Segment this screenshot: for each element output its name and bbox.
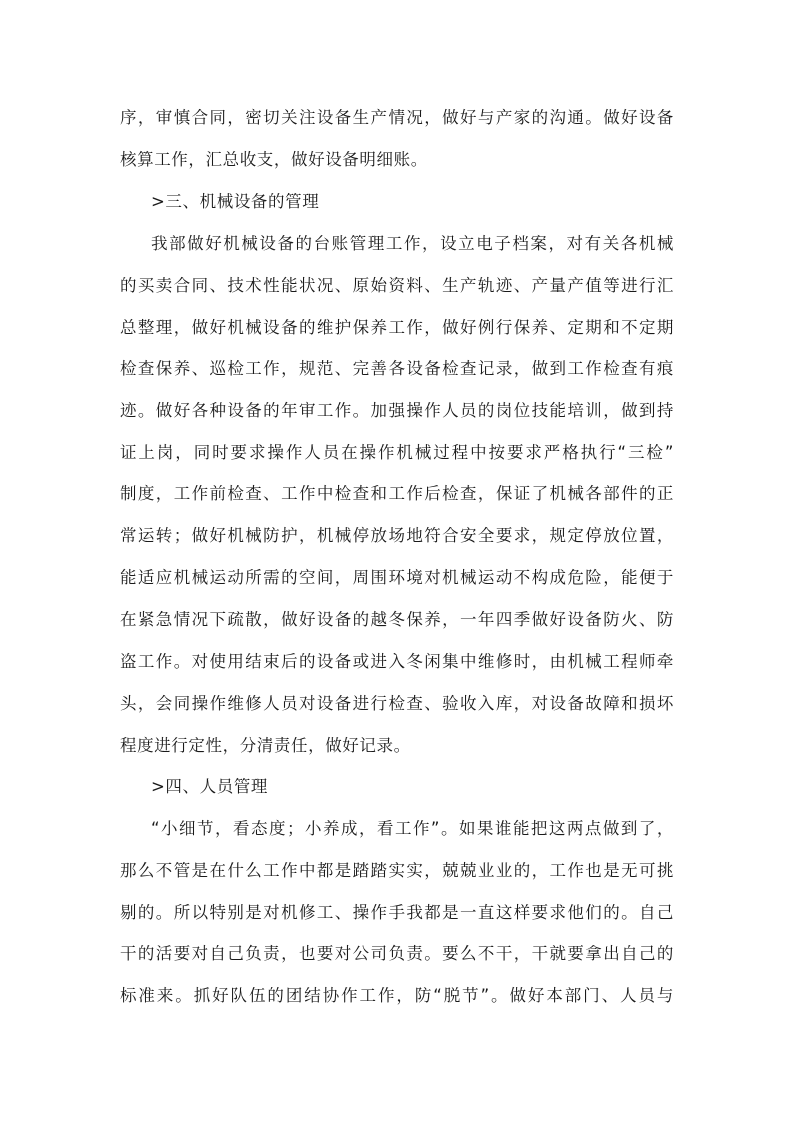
text-line: 头，会同操作维修人员对设备进行检查、验收入库，对设备故障和损坏 (120, 694, 674, 713)
text-line: 干的活要对自己负责，也要对公司负责。要么不干，干就要拿出自己的 (120, 944, 674, 963)
text-line: 证上岗，同时要求操作人员在操作机械过程中按要求严格执行“三检” (120, 443, 674, 462)
text-line: 检查保养、巡检工作，规范、完善各设备检查记录，做到工作检查有痕 (120, 359, 674, 378)
section-heading-4: >四、人员管理 (151, 777, 269, 796)
text-line: “小细节，看态度；小养成，看工作”。如果谁能把这两点做到了， (151, 819, 674, 838)
text-line: 常运转；做好机械防护，机械停放场地符合安全要求，规定停放位置， (120, 526, 674, 545)
text-line: 盗工作。对使用结束后的设备或进入冬闲集中维修时，由机械工程师牵 (120, 652, 674, 671)
text-line: 我部做好机械设备的台账管理工作，设立电子档案，对有关各机械 (151, 234, 674, 253)
text-line: 那么不管是在什么工作中都是踏踏实实，兢兢业业的，工作也是无可挑 (120, 861, 674, 880)
text-line: 迹。做好各种设备的年审工作。加强操作人员的岗位技能培训，做到持 (120, 401, 674, 420)
text-line: 标准来。抓好队伍的团结协作工作，防“脱节”。做好本部门、人员与 (120, 986, 674, 1005)
text-line: 在紧急情况下疏散，做好设备的越冬保养，一年四季做好设备防火、防 (120, 610, 674, 629)
text-line: 剔的。所以特别是对机修工、操作手我都是一直这样要求他们的。自己 (120, 903, 674, 922)
text-line: 能适应机械运动所需的空间，周围环境对机械运动不构成危险，能便于 (120, 568, 674, 587)
text-line: 总整理，做好机械设备的维护保养工作，做好例行保养、定期和不定期 (120, 318, 674, 337)
text-line: 序，审慎合同，密切关注设备生产情况，做好与产家的沟通。做好设备 (120, 108, 674, 127)
text-line: 制度，工作前检查、工作中检查和工作后检查，保证了机械各部件的正 (120, 484, 674, 503)
section-heading-3: >三、机械设备的管理 (151, 192, 320, 211)
text-line: 的买卖合同、技术性能状况、原始资料、生产轨迹、产量产值等进行汇 (120, 276, 674, 295)
text-line: 程度进行定性，分清责任，做好记录。 (120, 736, 411, 755)
text-line: 核算工作，汇总收支，做好设备明细账。 (120, 150, 428, 169)
